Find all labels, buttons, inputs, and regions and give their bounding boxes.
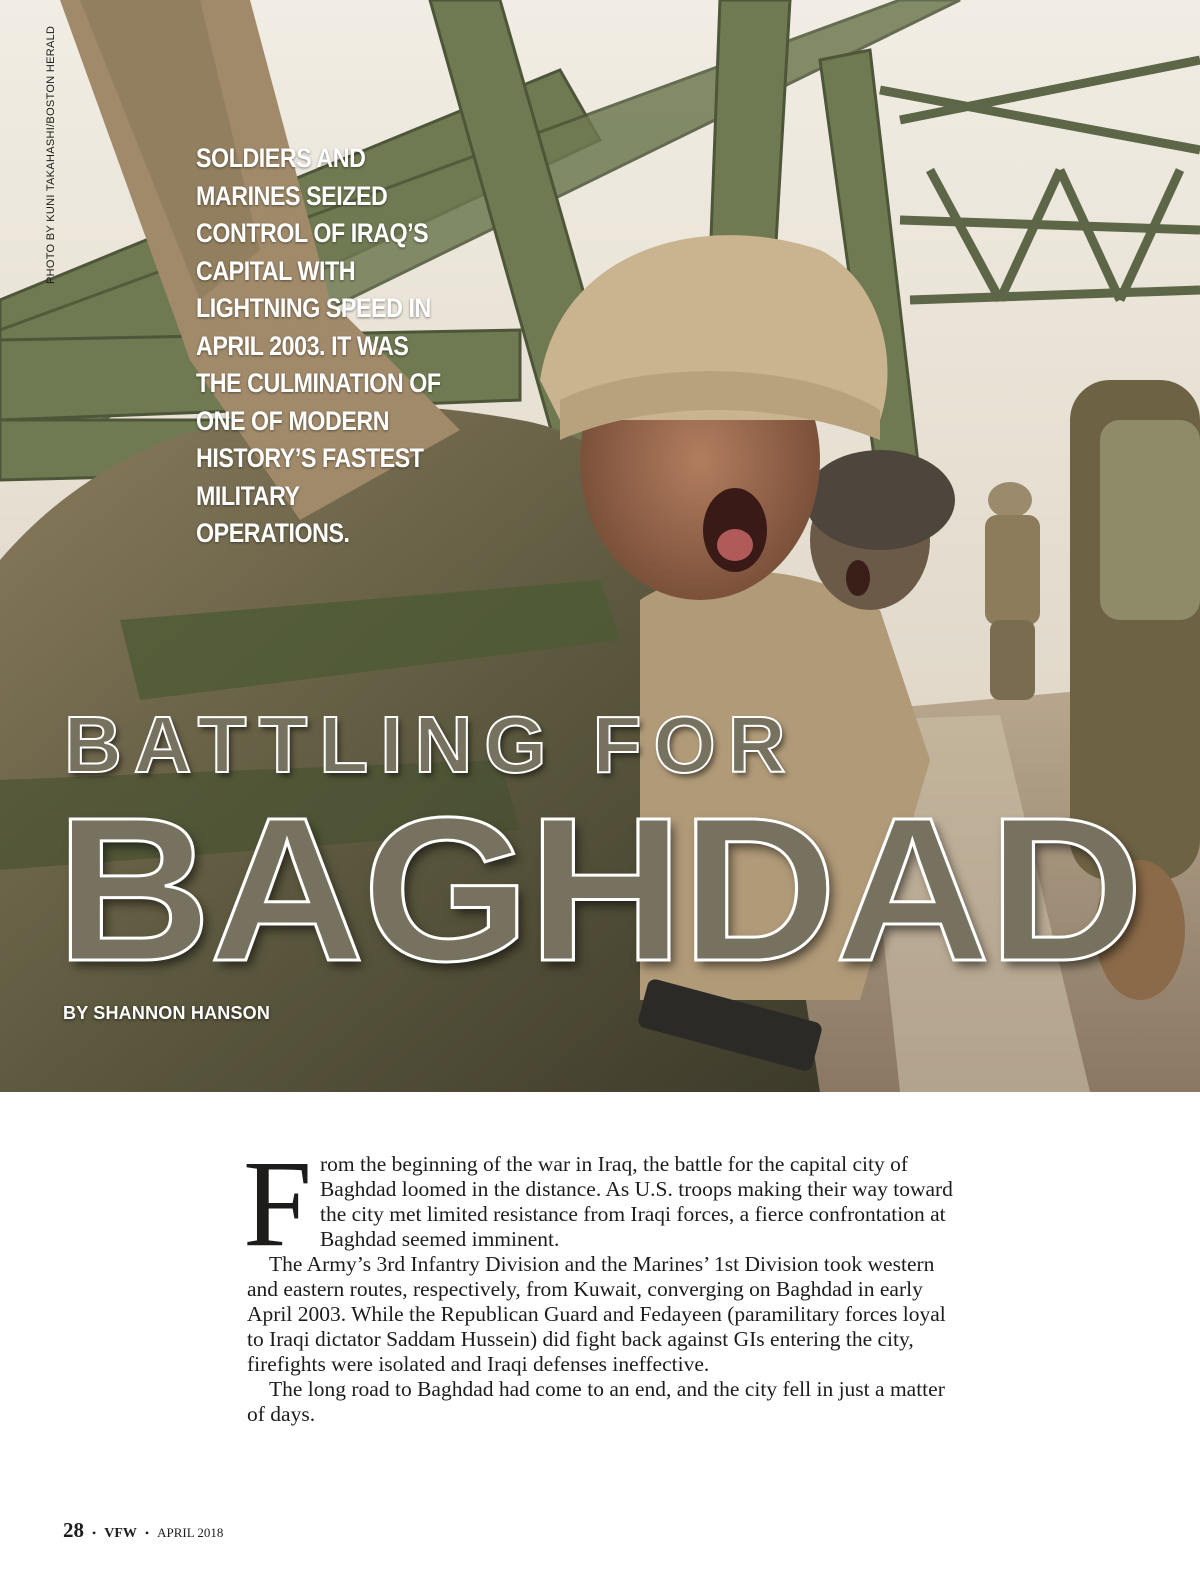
page-number: 28 [63, 1518, 84, 1542]
paragraph-1-text: rom the beginning of the war in Iraq, the battle for the capital city of Baghdad loomed in the distance. As U.S. troops making their way toward the city met limited resistance from Iraqi forces, a fierce confrontation at Baghdad seemed imminent. [319, 1152, 953, 1251]
page-folio [63, 1518, 223, 1543]
title-kicker: BATTLING FOR [64, 700, 798, 789]
deck-text: SOLDIERS AND MARINES SEIZED CONTROL OF IRAQ’S CAPITAL WITH LIGHTNING SPEED IN APRIL 2003. IT WAS THE CULMINATION OF ONE OF MODERN HISTORY’S FASTEST MILITARY OPERATIONS. [196, 143, 441, 548]
photo-credit: PHOTO BY KUNI TAKAHASHI/BOSTON HERALD [45, 25, 57, 284]
paragraph-1 [243, 1135, 959, 1272]
title-headline: BAGHDAD [56, 775, 1142, 1004]
paragraph-2: The Army’s 3rd Infantry Division and the Marines’ 1st Division took western and eastern routes, respectively, from Kuwait, converging on Baghdad in early April 2003. While the Republican Guard and Fedayeen (paramilitary forces loyal to Iraqi dictator Saddam Hussein) did fight back against GIs entering the city, firefights were isolated and Iraqi defenses ineffective. [247, 1252, 946, 1376]
magazine-name: VFW [104, 1526, 137, 1541]
folio-separator: • [92, 1526, 97, 1540]
paragraph-3: The long road to Baghdad had come to an end, and the city fell in just a matter of days. [247, 1377, 945, 1426]
byline: BY SHANNON HANSON [63, 1003, 271, 1023]
issue-date: APRIL 2018 [157, 1525, 224, 1540]
folio-separator: • [144, 1526, 150, 1540]
drop-cap: F [243, 1135, 312, 1272]
article-body [243, 1135, 959, 1427]
